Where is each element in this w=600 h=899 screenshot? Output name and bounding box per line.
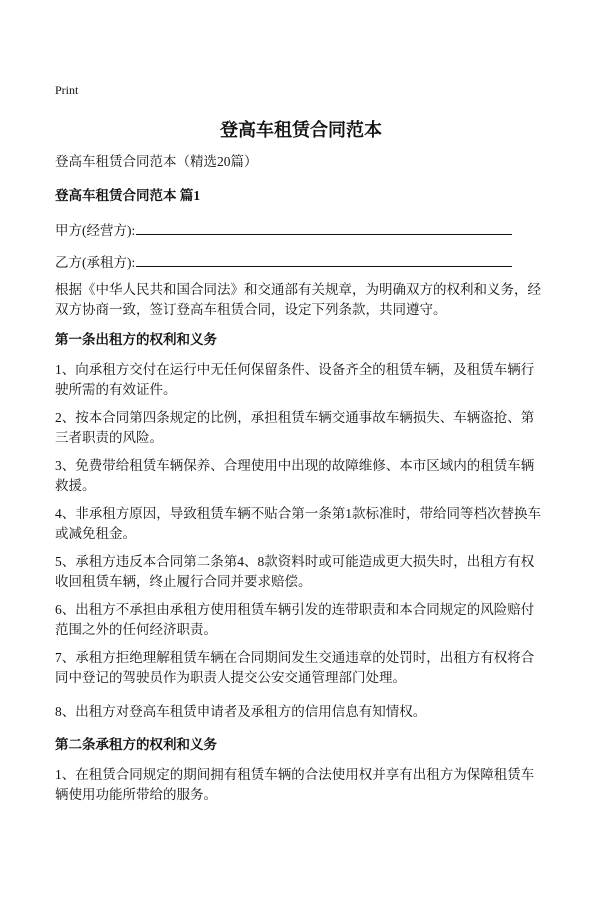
print-label: Print <box>55 83 79 97</box>
party-a-blank <box>136 220 512 235</box>
party-b-line <box>55 252 547 273</box>
party-b-blank <box>136 252 512 267</box>
party-b-label: 乙方(承租方): <box>55 255 136 270</box>
section1-item: 2、按本合同第四条规定的比例，承担租赁车辆交通事故车辆损失、车辆盗抢、第三者职责的风险。 <box>55 410 535 445</box>
party-a-line <box>55 220 547 241</box>
section2-heading: 第二条承租方的权利和义务 <box>55 737 217 752</box>
section1-item: 1、向承租方交付在运行中无任何保留条件、设备齐全的租赁车辆，及租赁车辆行驶所需的有效证件。 <box>55 362 535 397</box>
section1-item: 3、免费带给租赁车辆保养、合理使用中出现的故障维修、本市区域内的租赁车辆救援。 <box>55 458 535 493</box>
section1-item: 8、出租方对登高车租赁申请者及承租方的信用信息有知情权。 <box>55 704 427 719</box>
party-a-label: 甲方(经营方): <box>55 223 136 238</box>
article-heading: 登高车租赁合同范本 篇1 <box>55 188 201 203</box>
section1-item: 5、承租方违反本合同第二条第4、8款资料时或可能造成更大损失时，出租方有权收回租赁车辆，终止履行合同并要求赔偿。 <box>55 554 535 589</box>
section1-item: 6、出租方不承担由承租方使用租赁车辆引发的连带职责和本合同规定的风险赔付范围之外的任何经济职责。 <box>55 602 535 637</box>
section1-item: 4、非承租方原因，导致租赁车辆不贴合第一条第1款标准时，带给同等档次替换车或减免租金。 <box>55 506 541 541</box>
document-subtitle: 登高车租赁合同范本（精选20篇） <box>55 154 258 169</box>
section1-heading: 第一条出租方的权利和义务 <box>55 332 217 347</box>
section1-item: 7、承租方拒绝理解租赁车辆在合同期间发生交通违章的处罚时，出租方有权将合同中登记的驾驶员作为职责人提交公安交通管理部门处理。 <box>55 650 535 685</box>
document-title: 登高车租赁合同范本 <box>220 120 382 140</box>
intro-paragraph: 根据《中华人民共和国合同法》和交通部有关规章，为明确双方的权利和义务，经双方协商一致，签订登高车租赁合同，设定下列条款，共同遵守。 <box>55 282 541 317</box>
section2-item: 1、在租赁合同规定的期间拥有租赁车辆的合法使用权并享有出租方为保障租赁车辆使用功能所带给的服务。 <box>55 767 535 802</box>
